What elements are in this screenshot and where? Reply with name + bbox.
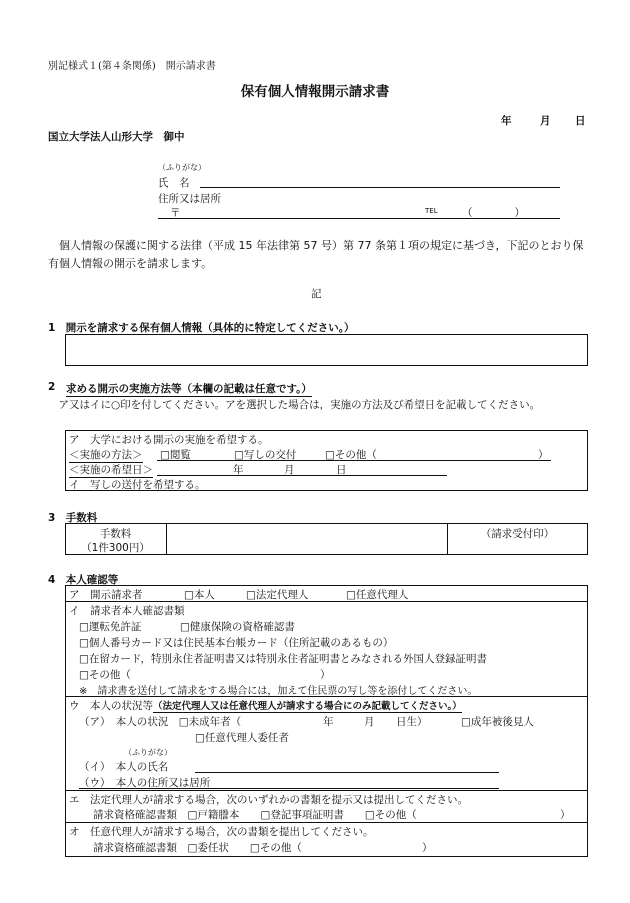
applicant-address-label: 住所又は居所 <box>158 193 221 205</box>
mynumber-card-checkbox[interactable]: □個人番号カード又は住民基本台帳カード（住所記載のあるもの） <box>79 637 394 649</box>
preferred-date-label: ＜実施の希望日＞ <box>69 464 153 476</box>
addressee: 国立大学法人山形大学 御中 <box>48 131 185 143</box>
principal-furigana-label: （ふりがな） <box>124 748 172 757</box>
requester-type-label: ア 開示請求者 <box>69 589 143 601</box>
health-insurance-checkbox[interactable]: □健康保険の資格確認書 <box>180 621 295 633</box>
preferred-date-day: 日 <box>336 464 347 476</box>
legal-rep-instruction: エ 法定代理人が請求する場合，次のいずれかの書類を提示又は提出してください。 <box>69 794 468 806</box>
date-day-label: 日 <box>575 115 586 127</box>
fee-divider-1 <box>166 523 167 555</box>
mail-request-note: ※ 請求書を送付して請求をする場合には，加えて住民票の写し等を添付してください。 <box>79 686 478 697</box>
agent-documents[interactable]: 請求資格確認書類 □委任状 □その他（ <box>93 842 302 854</box>
principal-status-note: （法定代理人又は任意代理人が請求する場合にのみ記載してください。） <box>153 701 462 712</box>
ki-mark: 記 <box>311 288 322 300</box>
preferred-date-month: 月 <box>284 464 295 476</box>
residence-card-checkbox[interactable]: □在留カード，特別永住者証明書又は特別永住者証明書とみなされる外国人登録証明書 <box>79 653 487 665</box>
other-id-checkbox[interactable]: □その他（ <box>79 669 131 681</box>
section2-heading-note: （本欄の記載は任意です。） <box>181 383 312 395</box>
preferred-date-year: 年 <box>233 464 244 476</box>
minor-checkbox[interactable]: （ア） 本人の状況 □未成年者（ <box>79 716 242 728</box>
option-i-mail[interactable]: イ 写しの送付を希望する。 <box>69 479 206 491</box>
divider-a <box>65 601 588 602</box>
tel-field[interactable]: （ ） <box>462 207 525 219</box>
method-label: ＜実施の方法＞ <box>69 449 143 461</box>
applicant-name-field[interactable] <box>200 187 560 188</box>
date-year-label: 年 <box>501 115 512 127</box>
applicant-furigana-label: （ふりがな） <box>158 163 206 172</box>
legal-rep-documents-close: ） <box>560 809 571 821</box>
fee-label: 手数料 <box>99 528 132 540</box>
principal-address-field[interactable] <box>79 788 499 789</box>
section2-number: 2 <box>48 381 56 393</box>
legal-rep-documents[interactable]: 請求資格確認書類 □戸籍謄本 □登記事項証明書 □その他（ <box>93 809 417 821</box>
requested-info-field[interactable] <box>65 334 588 366</box>
principal-status-label <box>69 698 462 713</box>
principal-agent-checkbox[interactable]: □任意代理人委任者 <box>195 732 289 744</box>
id-documents-label: イ 請求者本人確認書類 <box>69 605 185 617</box>
agent-instruction: オ 任意代理人が請求する場合，次の書類を提出してください。 <box>69 826 374 838</box>
method-copy-checkbox[interactable]: □写しの交付 <box>234 449 297 461</box>
requester-legal-rep-checkbox[interactable]: □法定代理人 <box>246 589 309 601</box>
method-other-checkbox[interactable]: □その他（ <box>325 449 377 461</box>
section1-heading: 1 開示を請求する保有個人情報（具体的に特定してください。） <box>48 322 355 334</box>
page-title: 保有個人情報開示請求書 <box>240 84 390 100</box>
method-view-checkbox[interactable]: □閲覧 <box>160 449 191 461</box>
reception-stamp-label: （請求受付印） <box>480 528 555 540</box>
minor-birth-year: 年 <box>323 716 334 728</box>
applicant-address-field[interactable] <box>158 218 560 219</box>
method-underline <box>157 460 551 461</box>
principal-name-label: （イ） 本人の氏名 <box>79 761 169 773</box>
minor-birth-month: 月 <box>364 716 375 728</box>
principal-name-field[interactable] <box>195 772 499 773</box>
divider-u <box>65 790 588 791</box>
other-id-close: ） <box>320 669 331 681</box>
section2-heading-main: 求める開示の実施方法等 <box>66 383 182 395</box>
applicant-name-label: 氏 名 <box>158 177 190 189</box>
section3-heading: 3 手数料 <box>48 512 98 524</box>
postal-mark: 〒 <box>170 207 181 219</box>
date-month-label: 月 <box>540 115 551 127</box>
intro-text: 個人情報の保護に関する法律（平成 15 年法律第 57 号）第 77 条第１項の規定に基づき，下記のとおり保有個人情報の開示を請求します。 <box>48 239 584 270</box>
principal-address-label: （ウ） 本人の住所又は居所 <box>79 777 211 789</box>
option-a-onsite[interactable]: ア 大学における開示の実施を希望する。 <box>69 434 269 446</box>
drivers-license-checkbox[interactable]: □運転免許証 <box>79 621 142 633</box>
principal-status-title: ウ 本人の状況等 <box>69 700 153 712</box>
section4-heading: 4 本人確認等 <box>48 574 119 586</box>
requester-self-checkbox[interactable]: □本人 <box>184 589 215 601</box>
minor-birth-day: 日生） <box>396 716 428 728</box>
section2-heading <box>66 381 312 397</box>
form-reference: 別記様式１(第４条関係) 開示請求書 <box>48 61 216 72</box>
section2-instruction: ア又はイに○印を付してください。アを選択した場合は，実施の方法及び希望日を記載してください。 <box>48 399 541 411</box>
divider-e <box>65 822 588 823</box>
preferred-date-field[interactable] <box>157 475 447 476</box>
agent-documents-close: ） <box>422 842 433 854</box>
tel-label: TEL <box>425 207 438 215</box>
fee-amount: （1件300円） <box>81 542 150 554</box>
requester-agent-checkbox[interactable]: □任意代理人 <box>346 589 409 601</box>
adult-ward-checkbox[interactable]: □成年被後見人 <box>461 716 534 728</box>
method-other-close: ） <box>538 449 549 461</box>
